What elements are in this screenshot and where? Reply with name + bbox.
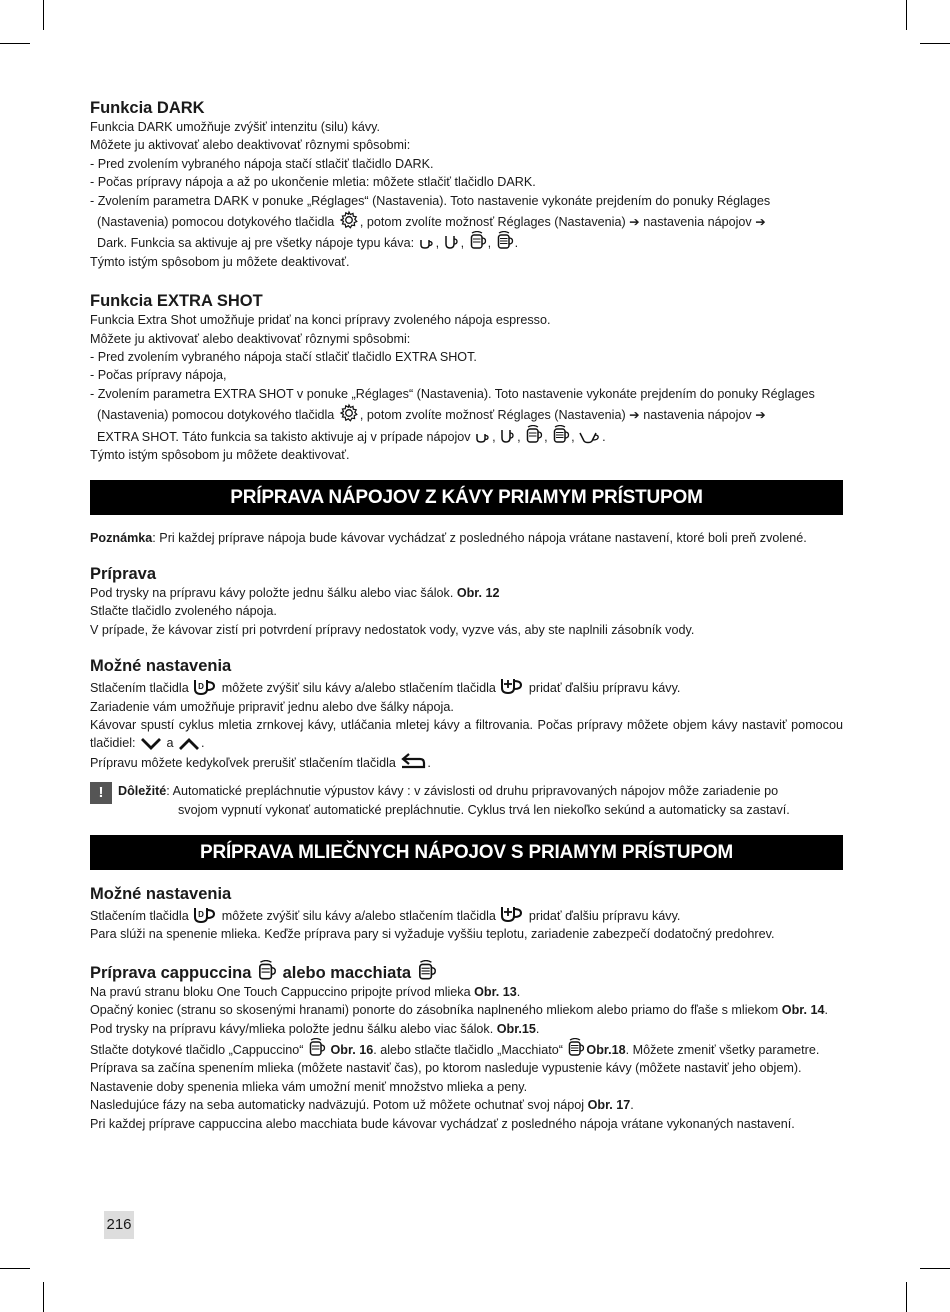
macchiato-icon bbox=[496, 231, 514, 251]
paragraph bbox=[90, 584, 843, 602]
text: Opačný koniec (stranu so skosenými hranami) ponorte do zásobníka naplneného mliekom alebo priamo do fľaše s mliekom bbox=[90, 1003, 779, 1018]
paragraph: Pri každej príprave cappuccina alebo macchiata bude kávovar vychádzať z posledného nápoja vrátane vykonaných nastavení. bbox=[90, 1116, 795, 1131]
text: Stlačením tlačidla bbox=[90, 681, 189, 696]
paragraph: Môžete ju aktivovať alebo deaktivovať rôznymi spôsobmi: bbox=[90, 331, 411, 346]
section-title-cappuccino bbox=[90, 960, 843, 983]
paragraph: - Zvolením parametra DARK v ponuke „Réglages“ (Nastavenia). Toto nastavenie vykonáte prejdením do ponuky Réglages (Nastavenia) pomocou dotykového tlačidla , potom zvolíte možnosť Réglages (Nastavenia) ➔ nastavenia nápojov ➔ Dark. Funkcia sa aktivuje aj pre všetky nápoje typu káva: , , , . bbox=[90, 193, 771, 251]
section-banner-milk: PRÍPRAVA MLIEČNYCH NÁPOJOV S PRIAMYM PRÍSTUPOM bbox=[90, 835, 843, 870]
text: pridať ďalšiu prípravu kávy. bbox=[528, 908, 681, 923]
section-title-extra-shot: Funkcia EXTRA SHOT bbox=[90, 292, 263, 311]
figure-ref: Obr.15 bbox=[496, 1021, 536, 1036]
text: - Zvolením parametra DARK v ponuke „Réglages“ (Nastavenia). Toto nastavenie vykonáte prejdením do ponuky Réglages bbox=[90, 193, 771, 208]
svg-text:D: D bbox=[198, 909, 205, 919]
text: Nasledujúce fázy na seba automaticky nadväzujú. Potom už môžete ochutnať svoj nápoj bbox=[90, 1098, 585, 1113]
note bbox=[90, 529, 843, 547]
page-number: 216 bbox=[104, 1211, 134, 1239]
text: alebo macchiata bbox=[282, 963, 411, 982]
text: Pod trysky na prípravu kávy/mlieka položte jednu šálku alebo viac šálok. bbox=[90, 1021, 494, 1036]
gear-icon bbox=[339, 403, 359, 423]
section-title-dark: Funkcia DARK bbox=[90, 99, 205, 117]
text: , potom zvolíte možnosť Réglages (Nastavenia) ➔ nastavenia nápojov ➔ bbox=[359, 215, 766, 230]
important-label: Dôležité bbox=[118, 784, 167, 799]
text: Prípravu môžete kedykoľvek prerušiť stlačením tlačidla bbox=[90, 755, 396, 770]
paragraph: Príprava sa začína spenením mlieka (môžete nastaviť čas), po ktorom nasleduje vypustenie kávy (môžete nastaviť jeho objem). bbox=[90, 1061, 802, 1076]
cappuccino-icon bbox=[257, 960, 277, 982]
text: Pod trysky na prípravu kávy položte jednu šálku alebo viac šálok. bbox=[90, 585, 454, 600]
paragraph: Nasledujúce fázy na seba automaticky nadväzujú. Potom už môžete ochutnať svoj nápoj Obr. 17. bbox=[90, 1098, 634, 1113]
macchiato-icon bbox=[417, 960, 437, 982]
espresso-cup-icon bbox=[419, 235, 435, 251]
paragraph: - Pred zvolením vybraného nápoja stačí stlačiť tlačidlo EXTRA SHOT. bbox=[90, 350, 477, 365]
crop-mark bbox=[920, 43, 950, 44]
text: (Nastavenia) pomocou dotykového tlačidla bbox=[97, 408, 335, 423]
text: a bbox=[166, 736, 174, 751]
paragraph bbox=[90, 1038, 843, 1059]
crop-mark bbox=[43, 1282, 44, 1312]
macchiato-icon bbox=[552, 425, 570, 445]
extra-shot-button-icon bbox=[500, 904, 524, 924]
coffee-cup-icon bbox=[500, 427, 516, 445]
crop-mark bbox=[920, 1268, 950, 1269]
paragraph: Týmto istým spôsobom ju môžete deaktivovať. bbox=[90, 448, 350, 463]
text: Stlačením tlačidla bbox=[90, 908, 189, 923]
figure-ref: Obr. 12 bbox=[456, 585, 500, 600]
dark-button-icon bbox=[193, 906, 217, 924]
paragraph: Môžete ju aktivovať alebo deaktivovať rôznymi spôsobmi: bbox=[90, 138, 411, 153]
note-label: Poznámka bbox=[90, 530, 153, 545]
important-note bbox=[90, 782, 843, 819]
text: Na pravú stranu bloku One Touch Cappuccino pripojte prívod mlieka bbox=[90, 984, 471, 999]
paragraph: Para slúži na spenenie mlieka. Keďže príprava pary si vyžaduje vyššiu teplotu, zariadenie zabezpečí dodatočný predohrev. bbox=[90, 927, 775, 942]
text: môžete zvýšiť silu kávy a/alebo stlačením tlačidla bbox=[221, 908, 496, 923]
text: Príprava cappuccina bbox=[90, 963, 252, 982]
paragraph: Stlačte tlačidlo zvoleného nápoja. bbox=[90, 604, 277, 619]
paragraph: Pod trysky na prípravu kávy/mlieka položte jednu šálku alebo viac šálok. Obr.15. bbox=[90, 1021, 540, 1036]
paragraph: V prípade, že kávovar zistí pri potvrdení prípravy nedostatok vody, vyzve vás, aby ste naplnili zásobník vody. bbox=[90, 622, 695, 637]
gear-icon bbox=[339, 210, 359, 230]
section-title-mozne-nastavenia: Možné nastavenia bbox=[90, 657, 232, 676]
paragraph: Týmto istým spôsobom ju môžete deaktivovať. bbox=[90, 254, 350, 269]
note-text: : Pri každej príprave nápoja bude kávovar vychádzať z posledného nápoja vrátane nastavení, ktoré boli preň zvolené. bbox=[152, 530, 807, 545]
text: . Môžete zmeniť všetky parametre. bbox=[625, 1043, 820, 1057]
section-banner-coffee: PRÍPRAVA NÁPOJOV Z KÁVY PRIAMYM PRÍSTUPOM bbox=[90, 480, 843, 515]
figure-ref: Obr. 17 bbox=[587, 1098, 631, 1113]
paragraph bbox=[90, 904, 843, 925]
chevron-down-icon bbox=[140, 737, 162, 751]
extra-shot-button-icon bbox=[500, 676, 524, 696]
coffee-cup-icon bbox=[444, 233, 460, 251]
text: môžete zvýšiť silu kávy a/alebo stlačením tlačidla bbox=[221, 681, 496, 696]
section-title-priprava: Príprava bbox=[90, 564, 157, 583]
svg-text:D: D bbox=[198, 682, 205, 692]
long-coffee-cup-icon bbox=[579, 429, 601, 445]
text: EXTRA SHOT. Táto funkcia sa takisto aktivuje aj v prípade nápojov bbox=[97, 429, 471, 444]
paragraph: - Počas prípravy nápoja, bbox=[90, 368, 227, 383]
text: . alebo stlačte tlačidlo „Macchiato“ bbox=[373, 1043, 563, 1057]
paragraph: Nastavenie doby spenenia mlieka vám umožní meniť množstvo mlieka a peny. bbox=[90, 1079, 528, 1094]
text: (Nastavenia) pomocou dotykového tlačidla bbox=[97, 215, 335, 230]
back-arrow-icon bbox=[400, 753, 426, 771]
macchiato-icon bbox=[567, 1038, 585, 1058]
figure-ref: Obr.18 bbox=[586, 1043, 626, 1057]
paragraph: - Zvolením parametra EXTRA SHOT v ponuke „Réglages“ (Nastavenia). Toto nastavenie vykonáte prejdením do ponuky Réglages (Nastavenia) pomocou dotykového tlačidla , potom zvolíte možnosť Réglages (Nastavenia) ➔ nastavenia nápojov ➔ EXTRA SHOT. Táto funkcia sa takisto aktivuje aj v prípade nápojov , , , , . bbox=[90, 386, 815, 444]
important-body bbox=[118, 782, 843, 819]
paragraph: - Pred zvolením vybraného nápoja stačí stlačiť tlačidlo DARK. bbox=[90, 156, 434, 171]
text: : Automatické prepláchnutie výpustov kávy : v závislosti od druhu pripravovaných nápojov môže zariadenie po bbox=[166, 784, 779, 799]
crop-mark bbox=[0, 43, 30, 44]
cappuccino-icon bbox=[525, 425, 543, 445]
crop-mark bbox=[0, 1268, 30, 1269]
paragraph: Prípravu môžete kedykoľvek prerušiť stlačením tlačidla . bbox=[90, 753, 843, 772]
paragraph: Zariadenie vám umožňuje pripraviť jednu alebo dve šálky nápoja. bbox=[90, 699, 454, 714]
crop-mark bbox=[43, 0, 44, 30]
text: Kávovar spustí cyklus mletia zrnkovej kávy, utláčania mletej kávy a filtrovania. Počas prípravy môžete objem kávy nastaviť pomocou tlačidiel: bbox=[90, 717, 843, 751]
paragraph: Opačný koniec (stranu so skosenými hranami) ponorte do zásobníka naplneného mliekom alebo priamo do fľaše s mliekom Obr. 14. bbox=[90, 1003, 828, 1018]
warning-icon: ! bbox=[90, 782, 112, 804]
paragraph: Funkcia DARK umožňuje zvýšiť intenzitu (silu) kávy. bbox=[90, 120, 381, 134]
page-content bbox=[90, 98, 843, 1133]
figure-ref: Obr. 16 bbox=[330, 1043, 374, 1057]
chevron-up-icon bbox=[178, 737, 200, 751]
text: Stlačte dotykové tlačidlo „Cappuccino“ bbox=[90, 1043, 304, 1057]
figure-ref: Obr. 14 bbox=[781, 1003, 825, 1018]
text: Dark. Funkcia sa aktivuje aj pre všetky nápoje typu káva: bbox=[97, 236, 415, 251]
paragraph: Na pravú stranu bloku One Touch Cappuccino pripojte prívod mlieka Obr. 13. bbox=[90, 984, 521, 999]
cappuccino-icon bbox=[469, 231, 487, 251]
figure-ref: Obr. 13 bbox=[474, 984, 517, 999]
paragraph: svojom vypnutí vykonať automatické prepláchnutie. Cyklus trvá len niekoľko sekúnd a automaticky sa zastaví. bbox=[178, 802, 790, 817]
paragraph: Funkcia Extra Shot umožňuje pridať na konci prípravy zvoleného nápoja espresso. bbox=[90, 313, 551, 328]
section-title-mozne-nastavenia: Možné nastavenia bbox=[90, 884, 232, 903]
dark-button-icon bbox=[193, 678, 217, 696]
text: - Zvolením parametra EXTRA SHOT v ponuke „Réglages“ (Nastavenia). Toto nastavenie vykonáte prejdením do ponuky Réglages bbox=[90, 386, 815, 401]
paragraph bbox=[90, 676, 843, 697]
cappuccino-icon bbox=[308, 1038, 326, 1058]
espresso-cup-icon bbox=[475, 429, 491, 445]
crop-mark bbox=[906, 0, 907, 30]
paragraph: Kávovar spustí cyklus mletia zrnkovej kávy, utláčania mletej kávy a filtrovania. Počas prípravy môžete objem kávy nastaviť pomocou tlačidiel: a . bbox=[90, 717, 843, 751]
crop-mark bbox=[906, 1282, 907, 1312]
paragraph: - Počas prípravy nápoja a až po ukončenie mletia: môžete stlačiť tlačidlo DARK. bbox=[90, 175, 536, 190]
text: pridať ďalšiu prípravu kávy. bbox=[528, 681, 681, 696]
paragraph bbox=[118, 782, 843, 800]
text: , potom zvolíte možnosť Réglages (Nastavenia) ➔ nastavenia nápojov ➔ bbox=[359, 408, 766, 423]
